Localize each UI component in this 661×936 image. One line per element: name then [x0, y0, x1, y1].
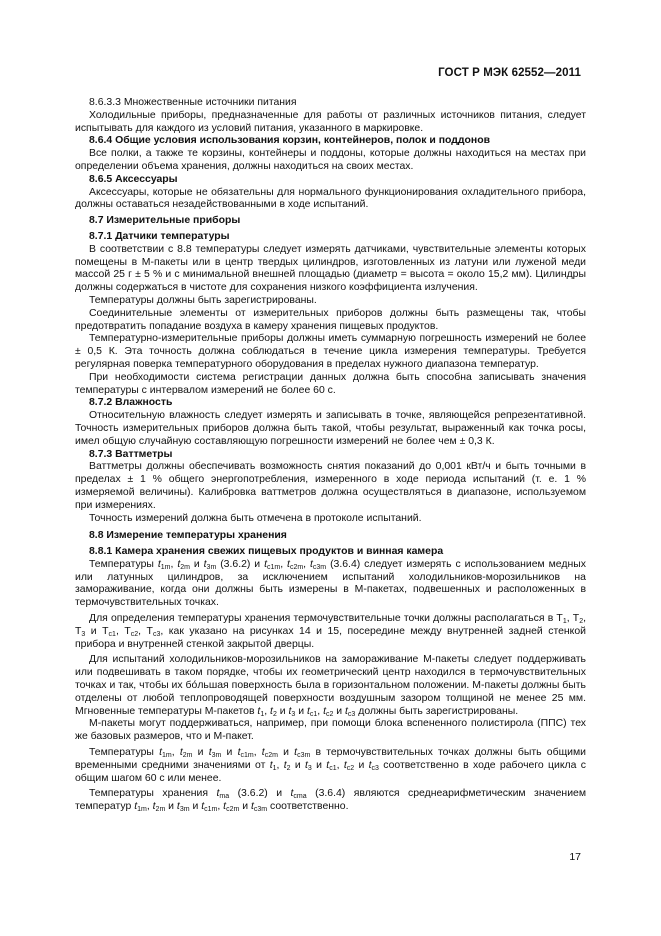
paragraph: Все полки, а также те корзины, контейнеры и поддоны, которые должны находиться на местах при определении объема хранения, должны находиться на своих местах. [75, 148, 586, 172]
paragraph: М-пакеты могут поддерживаться, например, при помощи блока вспененного полистирола (ППС) тех же базовых размеров, что и М-пакет. [75, 718, 586, 743]
paragraph: Холодильные приборы, предназначенные для работы от различных источников питания, следует испытывать для каждого из условий питания, указанного в маркировке. [75, 109, 586, 134]
paragraph: Ваттметры должны обеспечивать возможность снятия показаний до 0,001 кВт/ч и быть точными в пределах ± 1 % общего энергопотребления, измеренного в ходе периода испытаний (т. е. 1 % измеряемой величины). Калибровка ваттметров должна осуществляться в диапазоне, используемом при измерениях. [75, 461, 586, 511]
section-8-7-heading: 8.7 Измерительные приборы [89, 215, 241, 227]
section-8-7-2-heading: 8.7.2 Влажность [89, 397, 173, 409]
paragraph: Температуры должны быть зарегистрированы. [89, 294, 317, 306]
section-8-8-heading: 8.8 Измерение температуры хранения [89, 530, 287, 542]
paragraph: Для определения температуры хранения термочувствительные точки должны располагаться в $Т_1$, $Т_2$, $Т_3$ и $Т_{c1}$, $Т_{c2}$, $Т_{c3}$, как указано на рисунках 14 и 15, посередине между внутренней задней стенкой прибора и внутренней стенкой закрытой дверцы. [75, 613, 586, 650]
document-id: ГОСТ Р МЭК 62552—2011 [438, 67, 581, 79]
section-8-8-1-heading: 8.8.1 Камера хранения свежих пищевых продуктов и винная камера [89, 546, 444, 558]
document-body [75, 97, 586, 814]
paragraph: Температуры хранения $t_{ma}$ (3.6.2) и $t_{cma}$ (3.6.4) являются среднеарифметическим значением температур $t_{1m}$, $t_{2m}$ и $t_{3m}$ и $t_{c1m}$, $t_{c2m}$ и $t_{c3m}$ соответственно. [75, 788, 587, 814]
section-8-7-1-heading: 8.7.1 Датчики температуры [89, 230, 230, 242]
paragraph: При необходимости система регистрации данных должна быть способна записывать значения температуры с интервалом измерений не более 60 с. [75, 371, 586, 396]
paragraph: Для испытаний холодильников-морозильников на замораживание М-пакеты следует поддерживать или подвешивать в таком порядке, чтобы их геометрический центр находился в термочувствительных точках и так, чтобы их бо́льшая поверхность была в горизонтальном положении. М-пакеты должны быть отделены от любой теплопроводящей поверхности воздушным зазором толщиной не менее 25 мм. Мгновенные температуры М-пакетов $t_1$, $t_2$ и $t_3$ и $t_{c1}$, $t_{c2}$ и $t_{c3}$ должны быть зарегистрированы. [75, 654, 586, 718]
paragraph: Точность измерений должна быть отмечена в протоколе испытаний. [89, 512, 422, 524]
section-8-6-4-heading: 8.6.4 Общие условия использования корзин, контейнеров, полок и поддонов [89, 135, 491, 147]
paragraph: В соответствии с 8.8 температуры следует измерять датчиками, чувствительные элементы которых помещены в М-пакеты или в центр твердых цилиндров, изготовленных из латуни или луженой меди массой 25 г ± 5 % и с минимальной внешней площадью (диаметр = высота = около 15,2 мм). Цилиндры должны содержаться в чистоте для сохранения низкого коэффициента излучения. [75, 243, 586, 294]
paragraph: Температуры $t_{1m}$, $t_{2m}$ и $t_{3m}$ и $t_{c1m}$, $t_{c2m}$ и $t_{c3m}$ в термочувствительных точках должны быть общими временными средними значениями от $t_1$, $t_2$ и $t_3$ и $t_{c1}$, $t_{c2}$ и $t_{c3}$ соответственно в ходе рабочего цикла с общим шагом 60 с или менее. [75, 747, 586, 784]
section-8-7-3-heading: 8.7.3 Ваттметры [89, 448, 173, 460]
section-8-6-5-heading: 8.6.5 Аксессуары [89, 173, 178, 185]
paragraph: Температурно-измерительные приборы должны иметь суммарную погрешность измерений не более ± 0,5 К. Эта точность должна соблюдаться в течение цикла измерения температуры. Требуется регулярная поверка температурного оборудования в пределах нужного диапазона температур. [75, 333, 586, 370]
paragraph: Относительную влажность следует измерять и записывать в точке, являющейся репрезентативной. Точность измерительных приборов должна быть такой, чтобы результат, выраженный как точка росы, имел общую случайную составляющую погрешности измерений не более чем ± 0,3 К. [75, 410, 586, 447]
section-8-6-3-3-heading: 8.6.3.3 Множественные источники питания [89, 97, 297, 108]
paragraph: Аксессуары, которые не обязательны для нормального функционирования охладительного прибора, должны оставаться незадействованными в ходе испытаний. [75, 186, 586, 211]
paragraph: Соединительные элементы от измерительных приборов должны быть размещены так, чтобы предотвратить попадание воздуха в камеру хранения пищевых продуктов. [75, 307, 586, 332]
paragraph: Температуры $t_{1m}$, $t_{2m}$ и $t_{3m}$ (3.6.2) и $t_{c1m}$, $t_{c2m}$, $t_{c3m}$ (3.6.4) следует измерять с использованием медных или латунных цилиндров, за исключением испытаний холодильников-морозильников на замораживание, когда они должны быть измерены в М-пакетах, подвешенных и расположенных в термочувствительных точках. [75, 558, 586, 609]
page-number: 17 [569, 851, 581, 863]
